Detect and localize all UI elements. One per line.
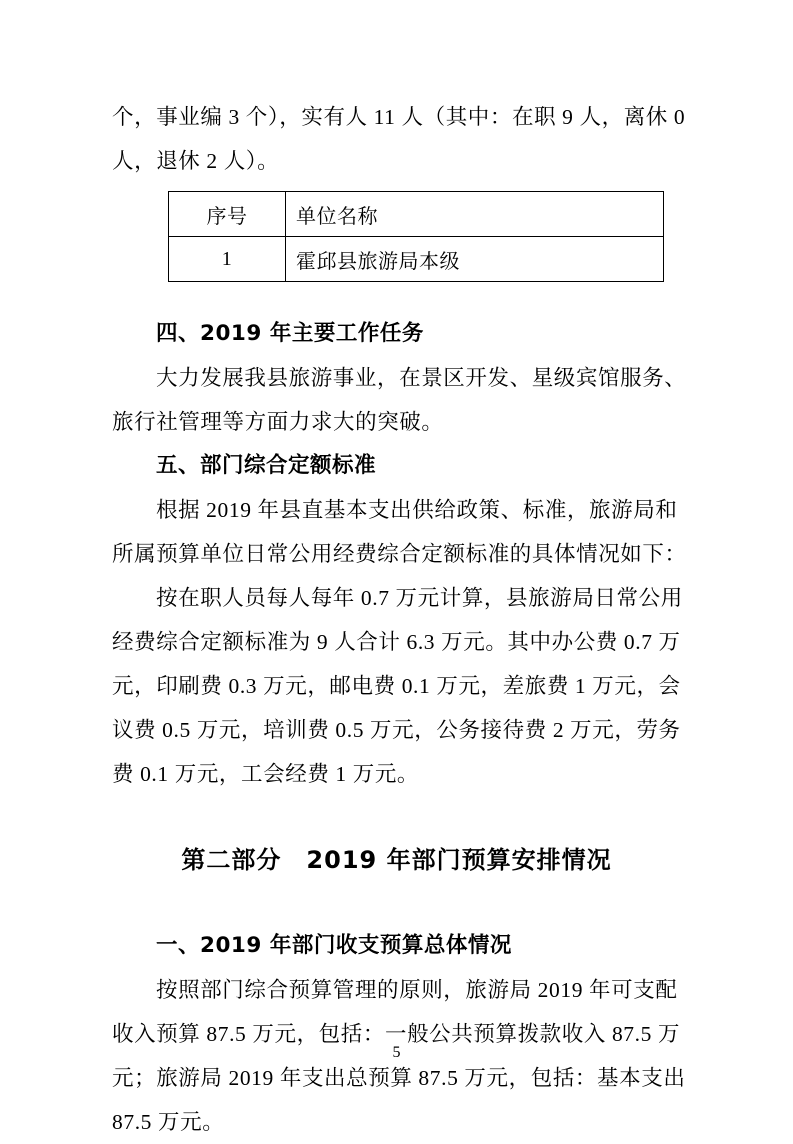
section-five-p2-line-2: 经费综合定额标准为 9 人合计 6.3 万元。其中办公费 0.7 万 <box>112 630 681 654</box>
part-two-title: 第二部分 2019 年部门预算安排情况 <box>181 846 612 874</box>
section-four-body <box>112 356 687 444</box>
section-five-p2-line-5: 费 0.1 万元，工会经费 1 万元。 <box>112 762 420 786</box>
section-five-p2-line-4: 议费 0.5 万元，培训费 0.5 万元，公务接待费 2 万元，劳务 <box>112 718 681 742</box>
section-five-paragraph-2 <box>112 576 681 796</box>
section-five-p1-line-1: 根据 2019 年县直基本支出供给政策、标准，旅游局和 <box>156 498 678 522</box>
section-four-heading: 四、2019 年主要工作任务 <box>156 321 424 346</box>
unit-table-head <box>169 192 664 237</box>
part-two-s1-line-2: 收入预算 87.5 万元，包括：一般公共预算拨款收入 87.5 万 <box>112 1022 681 1046</box>
page-number: 5 <box>392 1044 401 1061</box>
section-five-p2-line-3: 元，印刷费 0.3 万元，邮电费 0.1 万元，差旅费 1 万元，会 <box>112 674 681 698</box>
unit-table-header-name: 单位名称 <box>286 192 664 237</box>
part-two-s1-line-4: 87.5 万元。 <box>112 1110 225 1134</box>
part-two-s1-line-3: 元；旅游局 2019 年支出总预算 87.5 万元，包括：基本支出 <box>112 1066 686 1090</box>
unit-table-body <box>169 237 664 282</box>
part-two-s1-line-1: 按照部门综合预算管理的原则，旅游局 2019 年可支配 <box>156 978 678 1002</box>
top-paragraph-line-2: 人，退休 2 人）。 <box>112 149 280 173</box>
table-row <box>169 237 664 282</box>
part-two-section-one-heading: 一、2019 年部门收支预算总体情况 <box>156 933 512 958</box>
unit-table-cell-name: 霍邱县旅游局本级 <box>286 237 664 282</box>
top-paragraph <box>112 95 686 183</box>
section-five-p2-line-1: 按在职人员每人每年 0.7 万元计算，县旅游局日常公用 <box>156 586 683 610</box>
spacer-before-part-two <box>112 796 681 838</box>
unit-table-header-no: 序号 <box>169 192 286 237</box>
section-five-paragraph-1 <box>112 488 687 576</box>
spacer-after-part-two-title <box>112 882 681 924</box>
section-five-heading: 五、部门综合定额标准 <box>156 453 377 478</box>
section-four-line-1: 大力发展我县旅游事业，在景区开发、星级宾馆服务、 <box>156 366 687 390</box>
top-paragraph-line-1: 个，事业编 3 个），实有人 11 人（其中：在职 9 人，离休 0 <box>112 105 686 129</box>
section-five-p1-line-2: 所属预算单位日常公用经费综合定额标准的具体情况如下： <box>112 542 687 566</box>
section-four-line-2: 旅行社管理等方面力求大的突破。 <box>112 410 444 434</box>
table-row <box>169 192 664 237</box>
unit-table <box>168 191 664 282</box>
unit-table-cell-no: 1 <box>169 237 286 282</box>
spacer-after-table <box>112 282 681 312</box>
